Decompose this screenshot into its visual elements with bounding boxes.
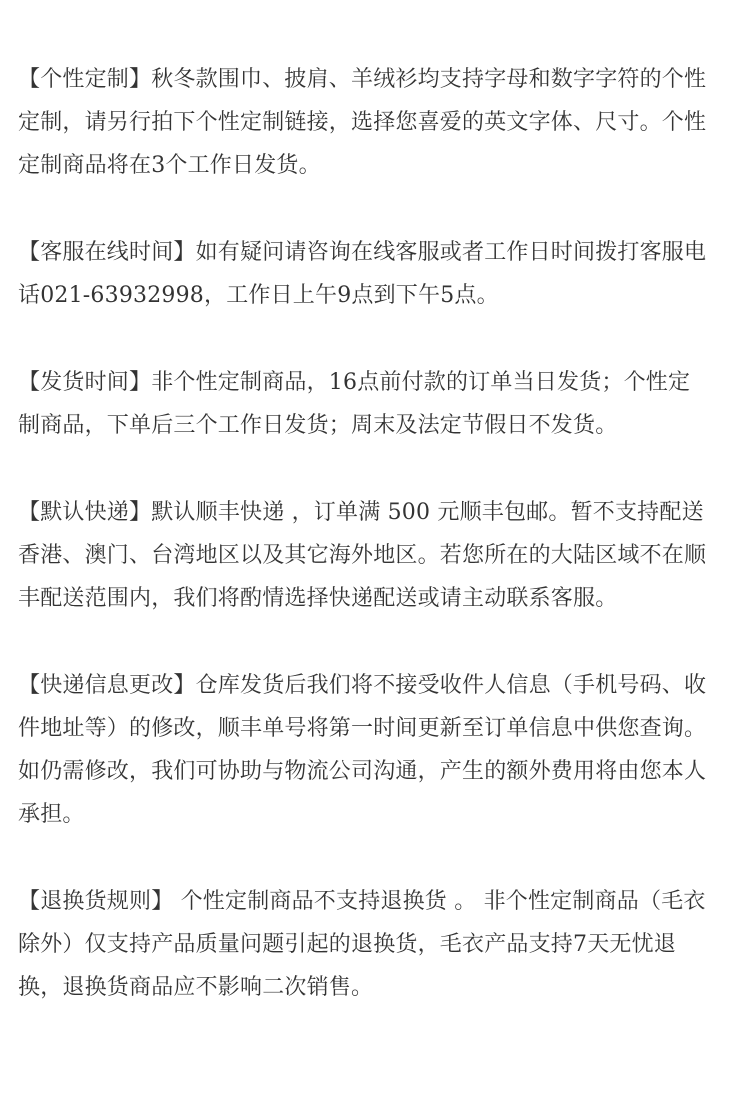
- section-default-courier: [18, 491, 712, 620]
- section-heading: 【默认快递】: [18, 500, 152, 525]
- section-return-rules: [18, 880, 712, 1009]
- section-body: 如有疑问请咨询在线客服或者工作日时间拨打客服电话021-63932998，工作日上午9点到下午5点。: [18, 240, 707, 308]
- section-service-hours: [18, 231, 712, 317]
- section-body: 秋冬款围巾、披肩、羊绒衫均支持字母和数字字符的个性定制，请另行拍下个性定制链接，选择您喜爱的英文字体、尺寸。个性定制商品将在3个工作日发货。: [18, 67, 707, 178]
- section-body: 默认顺丰快递 ，订单满 500 元顺丰包邮。暂不支持配送香港、澳门、台湾地区以及其它海外地区。若您所在的大陆区域不在顺丰配送范围内，我们将酌情选择快递配送或请主动联系客服。: [18, 500, 707, 611]
- section-shipping-time: [18, 361, 712, 447]
- section-heading: 【发货时间】: [18, 370, 152, 395]
- section-heading: 【客服在线时间】: [18, 240, 196, 265]
- section-body: 个性定制商品不支持退换货 。 非个性定制商品（毛衣除外）仅支持产品质量问题引起的退换货，毛衣产品支持7天无忧退换，退换货商品应不影响二次销售。: [18, 889, 706, 1000]
- section-heading: 【快递信息更改】: [18, 673, 196, 698]
- section-heading: 【退换货规则】: [18, 889, 174, 914]
- section-heading: 【个性定制】: [18, 67, 152, 92]
- section-custom: [18, 58, 712, 187]
- section-shipping-info-change: [18, 664, 712, 836]
- section-body: 非个性定制商品，16点前付款的订单当日发货；个性定制商品，下单后三个工作日发货；周末及法定节假日不发货。: [18, 370, 691, 438]
- section-body: 仓库发货后我们将不接受收件人信息（手机号码、收件地址等）的修改，顺丰单号将第一时间更新至订单信息中供您查询。如仍需修改，我们可协助与物流公司沟通，产生的额外费用将由您本人承担。: [18, 673, 707, 827]
